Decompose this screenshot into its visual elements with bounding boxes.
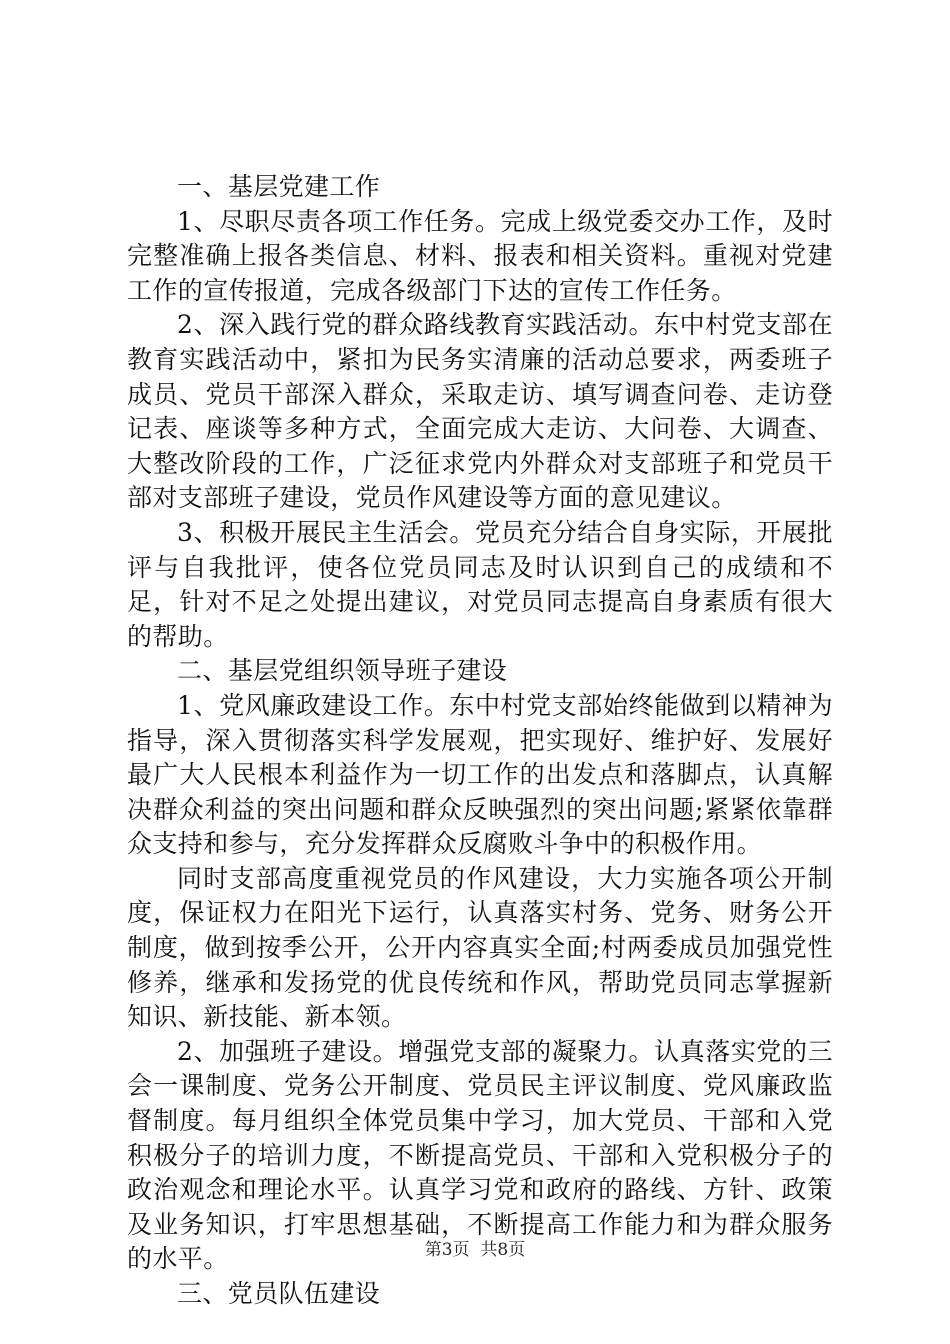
paragraph: 3、积极开展民主生活会。党员充分结合自身实际，开展批评与自我批评，使各位党员同志及时认识到自己的成绩和不足，针对不足之处提出建议，对党员同志提高自身素质有很大的帮助。: [127, 517, 833, 651]
section-heading-3: 三、党员队伍建设: [177, 1279, 381, 1308]
paragraph: 1、尽职尽责各项工作任务。完成上级党委交办工作，及时完整准确上报各类信息、材料、报表和相关资料。重视对党建工作的宣传报道，完成各级部门下达的宣传工作任务。: [127, 206, 833, 305]
page-number-total: 共8页: [480, 1240, 526, 1260]
page-footer: [0, 1238, 950, 1262]
section-heading-2: 二、基层党组织领导班子建设: [177, 656, 508, 686]
document-body: [127, 170, 833, 1312]
paragraph: 2、加强班子建设。增强党支部的凝聚力。认真落实党的三会一课制度、党务公开制度、党员民主评议制度、党风廉政监督制度。每月组织全体党员集中学习，加大党员、干部和入党积极分子的培训力度，不断提高党员、干部和入党积极分子的政治观念和理论水平。认真学习党和政府的路线、方针、政策及业务知识，打牢思想基础，不断提高工作能力和为群众服务的水平。: [127, 1036, 833, 1274]
paragraph: 2、深入践行党的群众路线教育实践活动。东中村党支部在教育实践活动中，紧扣为民务实清廉的活动总要求，两委班子成员、党员干部深入群众，采取走访、填写调查问卷、走访登记表、座谈等多种方式，全面完成大走访、大问卷、大调查、大整改阶段的工作，广泛征求党内外群众对支部班子和党员干部对支部班子建设，党员作风建设等方面的意见建议。: [127, 310, 833, 513]
footer-spacer: [470, 1240, 481, 1260]
section-heading-1: 一、基层党建工作: [177, 172, 381, 201]
paragraph: 同时支部高度重视党员的作风建设，大力实施各项公开制度，保证权力在阳光下运行，认真落实村务、党务、财务公开制度，做到按季公开，公开内容真实全面;村两委成员加强党性修养，继承和发扬党的优良传统和作风，帮助党员同志掌握新知识、新技能、新本领。: [127, 863, 833, 1032]
page-number-current: 第3页: [424, 1240, 470, 1260]
paragraph: 1、党风廉政建设工作。东中村党支部始终能做到以精神为指导，深入贯彻落实科学发展观，把实现好、维护好、发展好最广大人民根本利益作为一切工作的出发点和落脚点，认真解决群众利益的突出问题和群众反映强烈的突出问题;紧紧依靠群众支持和参与，充分发挥群众反腐败斗争中的积极作用。: [127, 690, 833, 859]
